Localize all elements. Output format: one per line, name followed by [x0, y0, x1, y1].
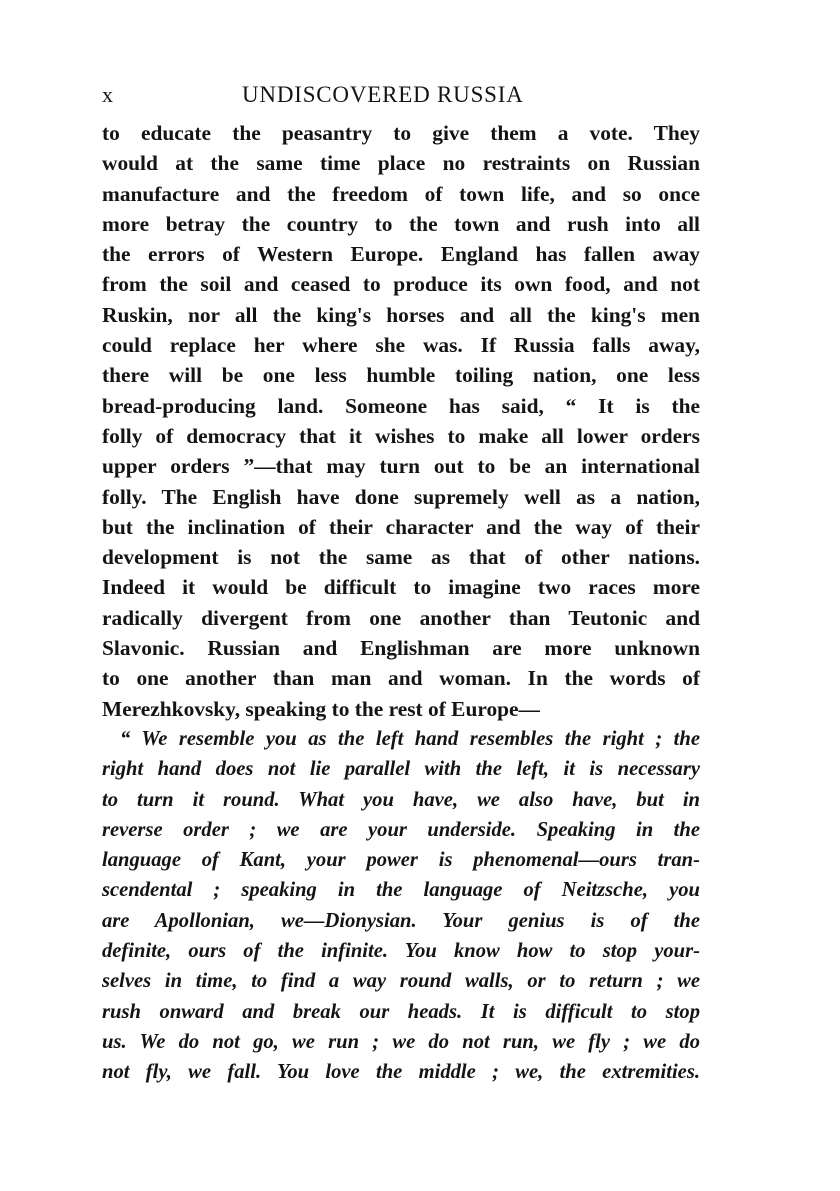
quote-line: us. We do not go, we run ; we do not run, we fly ; we do [102, 1030, 700, 1053]
quote-line: right hand does not lie parallel with the left, it is necessary [102, 758, 700, 781]
quote-line: rush onward and break our heads. It is difficult to stop [102, 1000, 700, 1023]
quote-line: definite, ours of the infinite. You know how to stop your- [102, 940, 700, 963]
text-line: could replace her where she was. If Russia falls away, [102, 333, 700, 358]
quote-line: not fly, we fall. You love the middle ; we, the extremities. [102, 1061, 700, 1084]
text-line: Ruskin, nor all the king's horses and all the king's men [102, 302, 700, 327]
page-number: x [102, 82, 114, 107]
text-line: the errors of Western Europe. England has fallen away [102, 242, 700, 267]
text-line: folly of democracy that it wishes to make all lower orders [102, 423, 700, 448]
text-line: from the soil and ceased to produce its own food, and not [102, 272, 700, 297]
text-line: manufacture and the freedom of town life, and so once [102, 181, 700, 206]
quote-line: reverse order ; we are your underside. Speaking in the [102, 818, 700, 841]
text-line: upper orders ”—that may turn out to be an international [102, 454, 700, 479]
running-head [102, 82, 700, 112]
text-line: Merezhkovsky, speaking to the rest of Europe— [102, 696, 540, 721]
text-line: to educate the peasantry to give them a vote. They [102, 121, 700, 145]
text-line: radically divergent from one another than Teutonic and [102, 605, 700, 630]
text-line: development is not the same as that of other nations. [102, 545, 700, 570]
quote-line: selves in time, to find a way round walls, or to return ; we [102, 970, 700, 993]
quote-line: “ We resemble you as the left hand resembles the right ; the [120, 727, 700, 750]
text-line: to one another than man and woman. In the words of [102, 666, 700, 691]
text-line: but the inclination of their character and the way of their [102, 514, 700, 539]
text-line: more betray the country to the town and rush into all [102, 211, 700, 236]
book-page [102, 82, 700, 1088]
text-line: folly. The English have done supremely well as a nation, [102, 484, 700, 509]
text-line: bread-producing land. Someone has said, “ It is the [102, 393, 700, 418]
text-line: would at the same time place no restraints on Russian [102, 151, 700, 176]
text-line: there will be one less humble toiling nation, one less [102, 363, 700, 388]
quote-line: to turn it round. What you have, we also have, but in [102, 788, 700, 811]
book-title: UNDISCOVERED RUSSIA [242, 82, 524, 107]
quote-line: language of Kant, your power is phenomenal—ours tran- [102, 849, 700, 872]
quote-line: are Apollonian, we—Dionysian. Your genius is of the [102, 909, 700, 932]
merezhkovsky-quote [102, 724, 700, 1088]
body-paragraph [102, 118, 700, 724]
text-line: Slavonic. Russian and Englishman are more unknown [102, 636, 700, 661]
text-line: Indeed it would be difficult to imagine two races more [102, 575, 700, 600]
quote-line: scendental ; speaking in the language of Neitzsche, you [102, 879, 700, 902]
